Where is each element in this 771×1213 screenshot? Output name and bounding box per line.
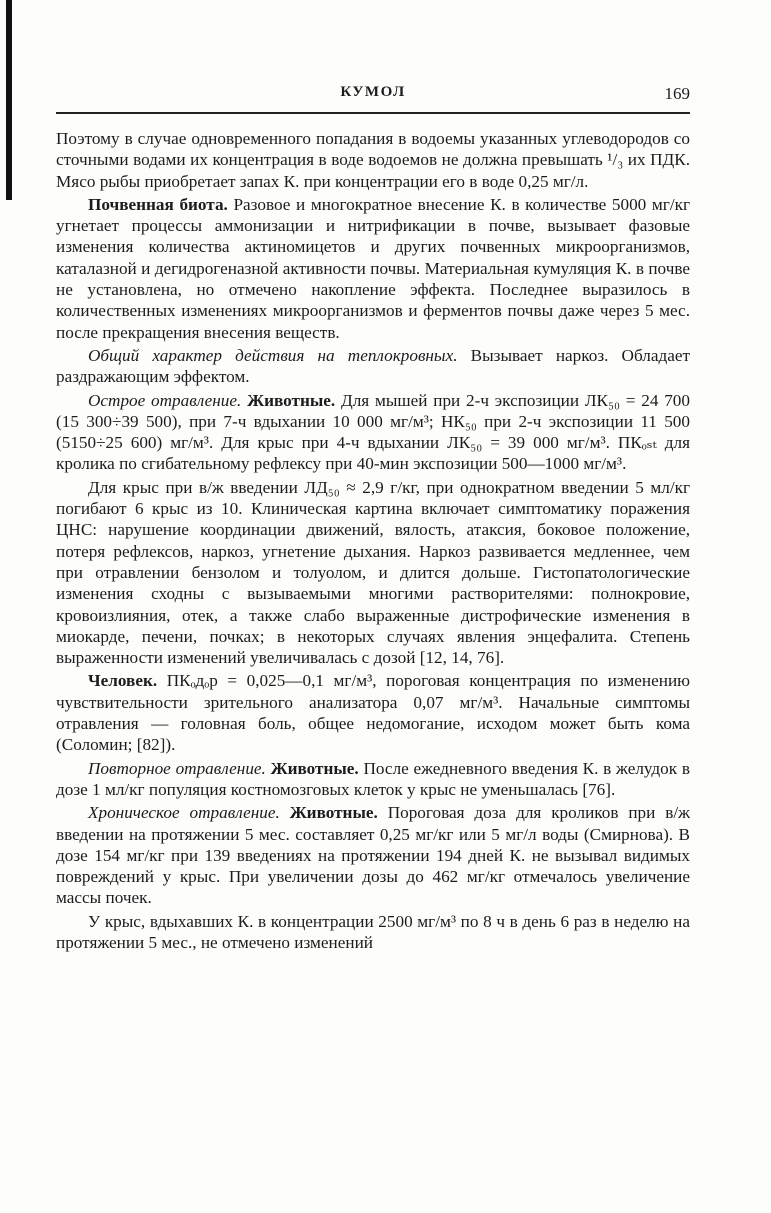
paragraph-acute-poisoning-lead2: Животные. — [241, 390, 336, 410]
running-title: КУМОЛ — [340, 84, 406, 100]
paragraph-chronic-poisoning-lead2: Животные. — [279, 803, 378, 823]
paragraph-chronic-poisoning — [56, 802, 690, 908]
paragraph-human-lead: Человек. — [88, 671, 158, 691]
paragraph-rats-inhalation-text: У крыс, вдыхавших К. в концентрации 2500 мг/м³ по 8 ч в день 6 раз в неделю на протяжении 5 мес., не отмечено изменений — [56, 911, 690, 952]
paragraph-human — [56, 670, 690, 755]
paragraph-chronic-poisoning-lead: Хроническое отравление. — [88, 803, 280, 823]
paragraph-repeated-poisoning-lead: Повторное отравление. — [88, 758, 266, 778]
header-rule — [56, 112, 690, 114]
paragraph-acute-poisoning — [56, 390, 690, 475]
paragraph-acute-poisoning-text: Для мышей при 2-ч экспозиции ЛК₅₀ = 24 700 (15 300÷39 500), при 7-ч вдыхании 10 000 мг/м³; НК₅₀ при 2-ч экспозиции 11 500 (5150÷25 600) мг/м³. Для крыс при 4-ч вдыхании ЛК₅₀ = 39 000 мг/м³. ПКₒₛₜ для кролика по сгибательному рефлексу при 40-мин экспозиции 500—1000 мг/м³. — [56, 390, 690, 474]
paragraph-repeated-poisoning-lead2: Животные. — [265, 758, 359, 778]
page-number: 169 — [664, 84, 690, 103]
paragraph-rats-inhalation — [56, 911, 690, 954]
page-edge-line — [6, 0, 12, 200]
paragraph-general-action-lead: Общий характер действия на теплокровных. — [88, 345, 458, 365]
paragraph-soil-biota-lead: Почвенная биота. — [88, 194, 228, 214]
paragraph-acute-poisoning-lead: Острое отравление. — [88, 390, 242, 410]
paragraph-general-action-text: Вызывает наркоз. Обладает раздражающим эффектом. — [56, 345, 691, 387]
paragraph-rats-oral-text: Для крыс при в/ж введении ЛД₅₀ ≈ 2,9 г/кг, при однократном введении 5 мл/кг погибают 6 крыс из 10. Клиническая картина включает симптоматику поражения ЦНС: нарушение координации движений, вялость, атаксия, боковое положение, потеря рефлексов, наркоз, угнетение дыхания. Наркоз развивается медленнее, чем при отравлении бензолом и толуолом, и длится дольше. Гистопатологические изменения сходны с вызываемыми многими растворителями: полнокровие, кровоизлияния, отек, а также слабо выраженные дистрофические изменения в миокарде, печени, почках; в некоторых случаях явления энцефалита. Степень выраженности изменений увеличивалась с дозой [12, 14, 76]. — [56, 477, 690, 668]
paragraph-repeated-poisoning-text: После ежедневного введения К. в желудок в дозе 1 мл/кг популяция костномозговых клеток у крыс не уменьшалась [76]. — [56, 758, 690, 799]
paragraph-repeated-poisoning — [56, 758, 690, 801]
page-body — [56, 128, 690, 955]
paragraph-soil-biota-text: Разовое и многократное внесение К. в количестве 5000 мг/кг угнетает процессы аммонизации и нитрификации в почве, вызывает фазовые изменения количества актиномицетов и других почвенных микроорганизмов, каталазной и дегидрогеназной активности почвы. Материальная кумуляция К. в почве не установлена, но отмечено накопление эффекта. Последнее выразилось в количественных изменениях микроорганизмов и ферментов почвы даже через 5 мес. после прекращения внесения веществ. — [56, 194, 690, 342]
paragraph-1 — [56, 128, 690, 192]
paragraph-soil-biota — [56, 194, 690, 343]
page-header — [56, 84, 690, 108]
paragraph-chronic-poisoning-text: Пороговая доза для кроликов при в/ж введении на протяжении 5 мес. составляет 0,25 мг/кг или 5 мг/л воды (Смирнова). В дозе 154 мг/кг при 139 введениях на протяжении 194 дней К. не вызывал видимых повреждений у крыс. При увеличении дозы до 462 мг/кг отмечалось увеличение массы почек. — [56, 803, 690, 908]
paragraph-human-text: ПКₒдₒр = 0,025—0,1 мг/м³, пороговая концентрация по изменению чувствительности зрительного анализатора 0,07 мг/м³. Начальные симптомы отравления — головная боль, общее недомогание, исходом может быть кома (Соломин; [82]). — [56, 671, 690, 755]
paragraph-1-text: Поэтому в случае одновременного попадания в водоемы указанных углеводородов со сточными водами их концентрация в воде водоемов не должна превышать ¹/₃ их ПДК. Мясо рыбы приобретает запах К. при концентрации его в воде 0,25 мг/л. — [56, 129, 690, 191]
paragraph-general-action — [56, 345, 690, 388]
paragraph-rats-oral — [56, 477, 690, 669]
